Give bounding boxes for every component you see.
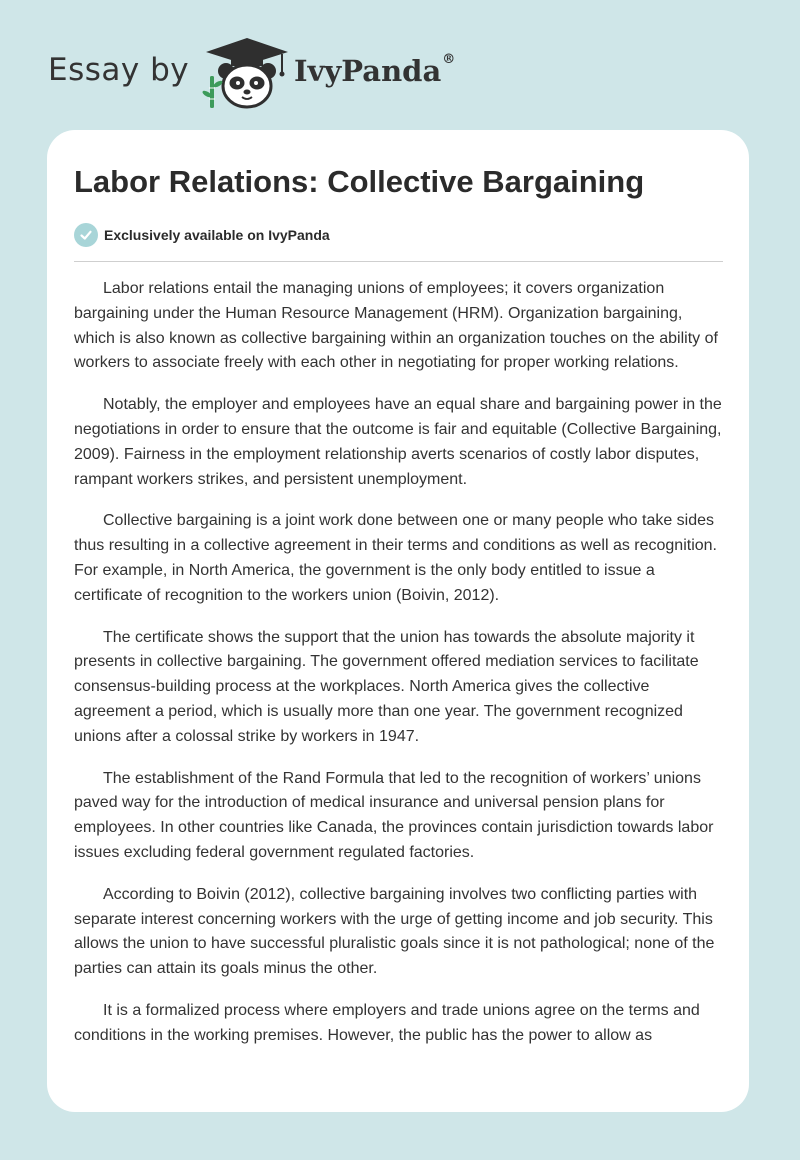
registered-mark: ® <box>442 52 456 67</box>
site-header <box>48 30 548 110</box>
paragraph: It is a formalized process where employers and trade unions agree on the terms and conditions in the working premises. However, the public has the power to allow as <box>74 1001 700 1044</box>
check-circle-icon <box>74 223 98 247</box>
essay-by-label: Essay by <box>48 52 190 88</box>
paragraph: Collective bargaining is a joint work done between one or many people who take sides thus resulting in a collective agreement in their terms and conditions as well as recognition. For example, in North America, the government is the only body entitled to issue a certificate of recognition to the workers union (Boivin, 2012). <box>74 512 717 604</box>
paragraph: The establishment of the Rand Formula that led to the recognition of workers’ unions paved way for the introduction of medical insurance and universal pension plans for employees. In other countries like Canada, the provinces contain jurisdiction towards labor issues excluding federal government regulated factories. <box>74 769 714 861</box>
exclusive-badge <box>74 222 330 248</box>
paragraph: The certificate shows the support that the union has towards the absolute majority it presents in collective bargaining. The government offered mediation services to facilitate consensus-building process at the workplaces. North America gives the collective agreement a period, which is usually more than one year. The government recognized unions after a colossal strike by workers in 1947. <box>74 628 699 745</box>
ivypanda-wordmark[interactable] <box>294 54 455 88</box>
page-title: Labor Relations: Collective Bargaining <box>74 164 645 199</box>
paragraph: According to Boivin (2012), collective bargaining involves two conflicting parties with separate interest concerning workers with the urge of getting income and job security. This allows the union to have successful pluralistic goals since it is not pathological; none of the parties can attain its goals minus the other. <box>74 885 715 978</box>
essay-card <box>47 130 749 1112</box>
panda-graduate-icon[interactable] <box>202 34 292 110</box>
title-divider <box>74 261 723 262</box>
essay-body <box>74 277 724 1066</box>
brand-name-text: IvyPanda <box>294 54 442 88</box>
paragraph: Notably, the employer and employees have an equal share and bargaining power in the negotiations in order to ensure that the outcome is fair and equitable (Collective Bargaining, 2009). Fairness in the employment relationship averts scenarios of costly labor disputes, rampant workers strikes, and persistent unemployment. <box>74 396 722 488</box>
exclusive-label: Exclusively available on IvyPanda <box>104 227 330 243</box>
paragraph: Labor relations entail the managing unions of employees; it covers organization bargaining under the Human Resource Management (HRM). Organization bargaining, which is also known as collective bargaining within an organization touches on the ability of workers to associate freely with each other in negotiating for proper working relations. <box>74 280 718 372</box>
